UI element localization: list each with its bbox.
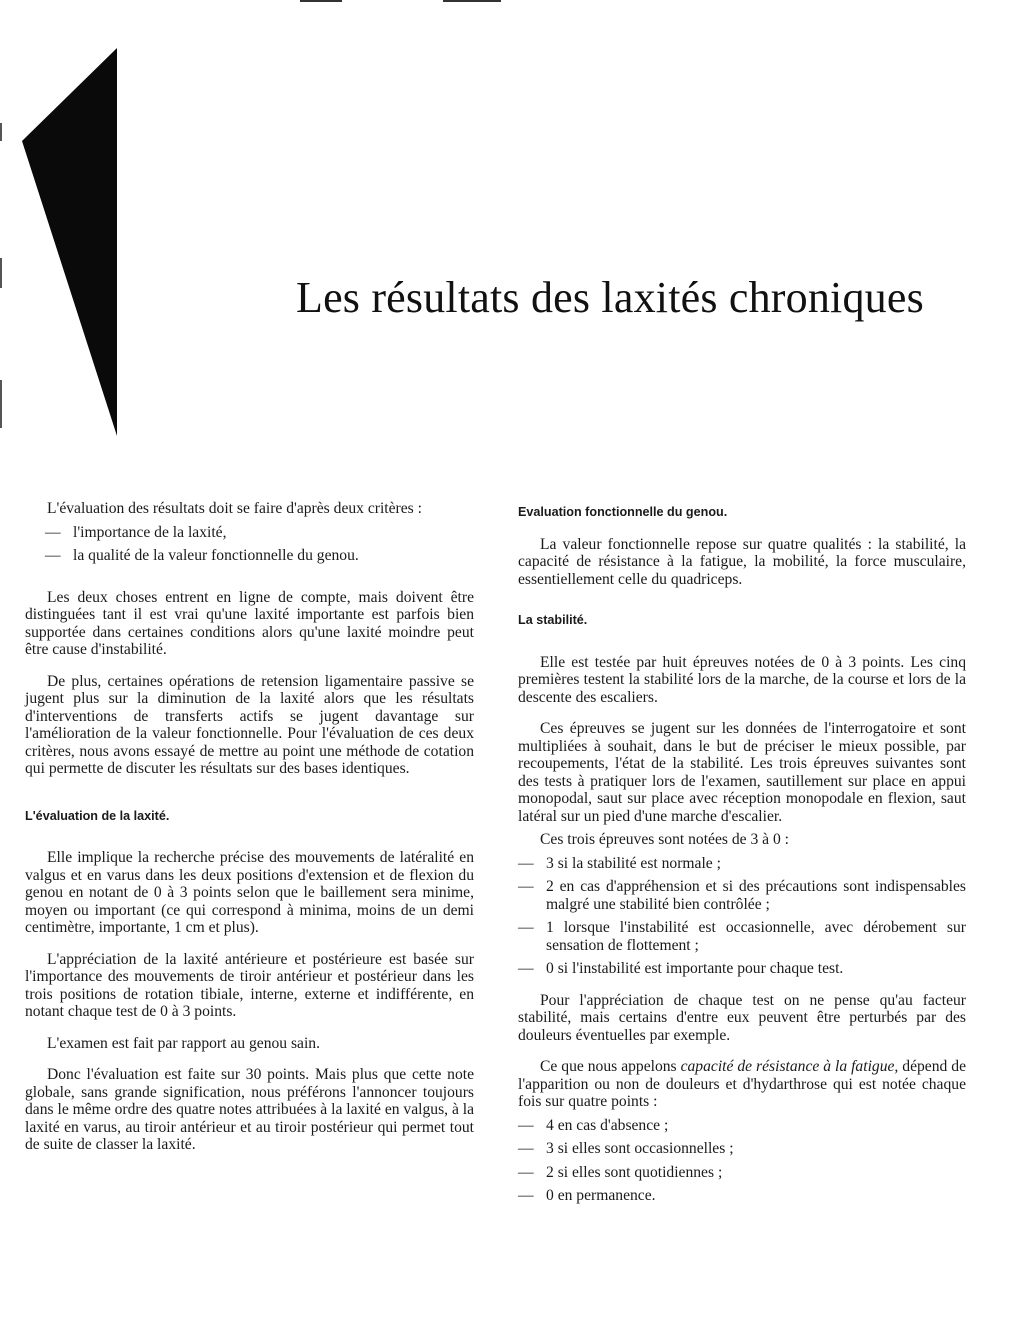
dash-bullet: — (518, 1187, 534, 1204)
page-title: Les résultats des laxités chroniques (296, 273, 924, 322)
list-item: — 2 en cas d'appréhension et si des précautions sont indispensables malgré une stabilité bien contrôlée ; (518, 878, 966, 913)
paragraph: Pour l'appréciation de chaque test on ne pense qu'au facteur stabilité, mais certains d'entre eux peuvent être perturbés par des douleurs éventuelles par exemple. (518, 991, 966, 1044)
dash-bullet: — (518, 1116, 534, 1134)
dash-bullet: — (518, 1140, 534, 1157)
edge-mark (0, 380, 2, 428)
list-item: — 3 si elles sont occasionnelles ; (518, 1140, 734, 1157)
paragraph: Les deux choses entrent en ligne de compte, mais doivent être distinguées tant il est vrai qu'une laxité importante est parfois bien supportée dans certaines conditions alors qu'une laxité moindre peut être cause d'instabilité. (25, 588, 474, 658)
dash-bullet: — (45, 523, 61, 541)
list-item: — 0 si l'instabilité est importante pour chaque test. (518, 960, 844, 977)
paragraph: Elle implique la recherche précise des mouvements de latéralité en valgus et en varus dans les deux positions d'extension et de flexion du genou en notant de 0 à 3 points selon que le baillement sera minime, moyen ou important (ce qui correspond à minima, moins de un demi centimètre, importante, 1 cm et plus). (25, 849, 474, 936)
paragraph: Ces épreuves se jugent sur les données de l'interrogatoire et sont multipliées à souhait, dans le but de préciser le mieux possible, par recoupements, l'état de la stabilité. Les trois épreuves suivantes sont des tests à pratiquer lors de l'examen, sautillement sur place en appui monopodal, saut sur place avec réception monopodale en flexion, saut latéral sur un pied d'une marche d'escalier. (518, 720, 966, 825)
list-item: — 4 en cas d'absence ; (518, 1116, 669, 1134)
paragraph: Ces trois épreuves sont notées de 3 à 0 : (540, 831, 790, 848)
dash-bullet: — (518, 919, 534, 936)
paragraph: Ce que nous appelons capacité de résistance à la fatigue, dépend de l'apparition ou non de douleurs et d'hydarthrose qui est notée chaque fois sur quatre points : (518, 1058, 966, 1110)
list-item: — l'importance de la laxité, (45, 523, 227, 541)
black-triangle-ornament (22, 48, 122, 438)
list-item: — 1 lorsque l'instabilité est occasionnelle, avec dérobement sur sensation de flottement ; (518, 919, 966, 954)
edge-mark (0, 258, 2, 288)
paragraph: La valeur fonctionnelle repose sur quatre qualités : la stabilité, la capacité de résistance à la fatigue, la mobilité, la force musculaire, essentiellement celle du quadriceps. (518, 535, 966, 588)
dash-bullet: — (518, 1163, 534, 1181)
section-heading: Evaluation fonctionnelle du genou. (518, 505, 728, 519)
dash-bullet: — (518, 960, 534, 977)
dash-bullet: — (45, 547, 61, 564)
top-crop-mark (300, 0, 342, 2)
paragraph: L'examen est fait par rapport au genou sain. (47, 1034, 320, 1052)
paragraph: Elle est testée par huit épreuves notées de 0 à 3 points. Les cinq premières testent la stabilité lors de la marche, de la course et lors de la descente des escaliers. (518, 653, 966, 706)
section-heading: La stabilité. (518, 613, 588, 627)
edge-mark (0, 123, 2, 141)
top-crop-mark (443, 0, 501, 2)
paragraph: L'appréciation de la laxité antérieure et postérieure est basée sur l'importance des mouvements de tiroir antérieur et postérieur dans les trois positions de rotation tibiale, interne, externe et indifférente, en notant chaque test de 0 à 3 points. (25, 950, 474, 1020)
list-item: — 3 si la stabilité est normale ; (518, 854, 721, 872)
paragraph: De plus, certaines opérations de retension ligamentaire passive se jugent plus sur la diminution de la laxité alors que les résultats d'interventions de transferts actifs se jugent davantage sur l'amélioration de la valeur fonctionnelle. Pour l'évaluation de ces deux critères, nous avons essayé de mettre au point une méthode de cotation qui permette de discuter les résultats sur des bases identiques. (25, 672, 474, 777)
list-item: — 2 si elles sont quotidiennes ; (518, 1163, 723, 1181)
list-item: — la qualité de la valeur fonctionnelle du genou. (45, 547, 359, 564)
paragraph: Donc l'évaluation est faite sur 30 points. Mais plus que cette note globale, sans grande signification, nous préférons l'annoncer toujours dans le même ordre des quatre notes attribuées à la laxité en valgus, à la laxité en varus, au tiroir antérieur et au tiroir postérieur qui permet tout de suite de classer la laxité. (25, 1066, 475, 1153)
left-column (25, 500, 474, 1154)
dash-bullet: — (518, 854, 534, 872)
intro-paragraph: L'évaluation des résultats doit se faire d'après deux critères : (47, 500, 422, 517)
emphasis-text: capacité de résistance à la fatigue, (680, 1058, 899, 1075)
dash-bullet: — (518, 878, 534, 895)
right-column (518, 500, 966, 1205)
section-heading: L'évaluation de la laxité. (25, 808, 170, 823)
list-item: — 0 en permanence. (518, 1187, 656, 1204)
